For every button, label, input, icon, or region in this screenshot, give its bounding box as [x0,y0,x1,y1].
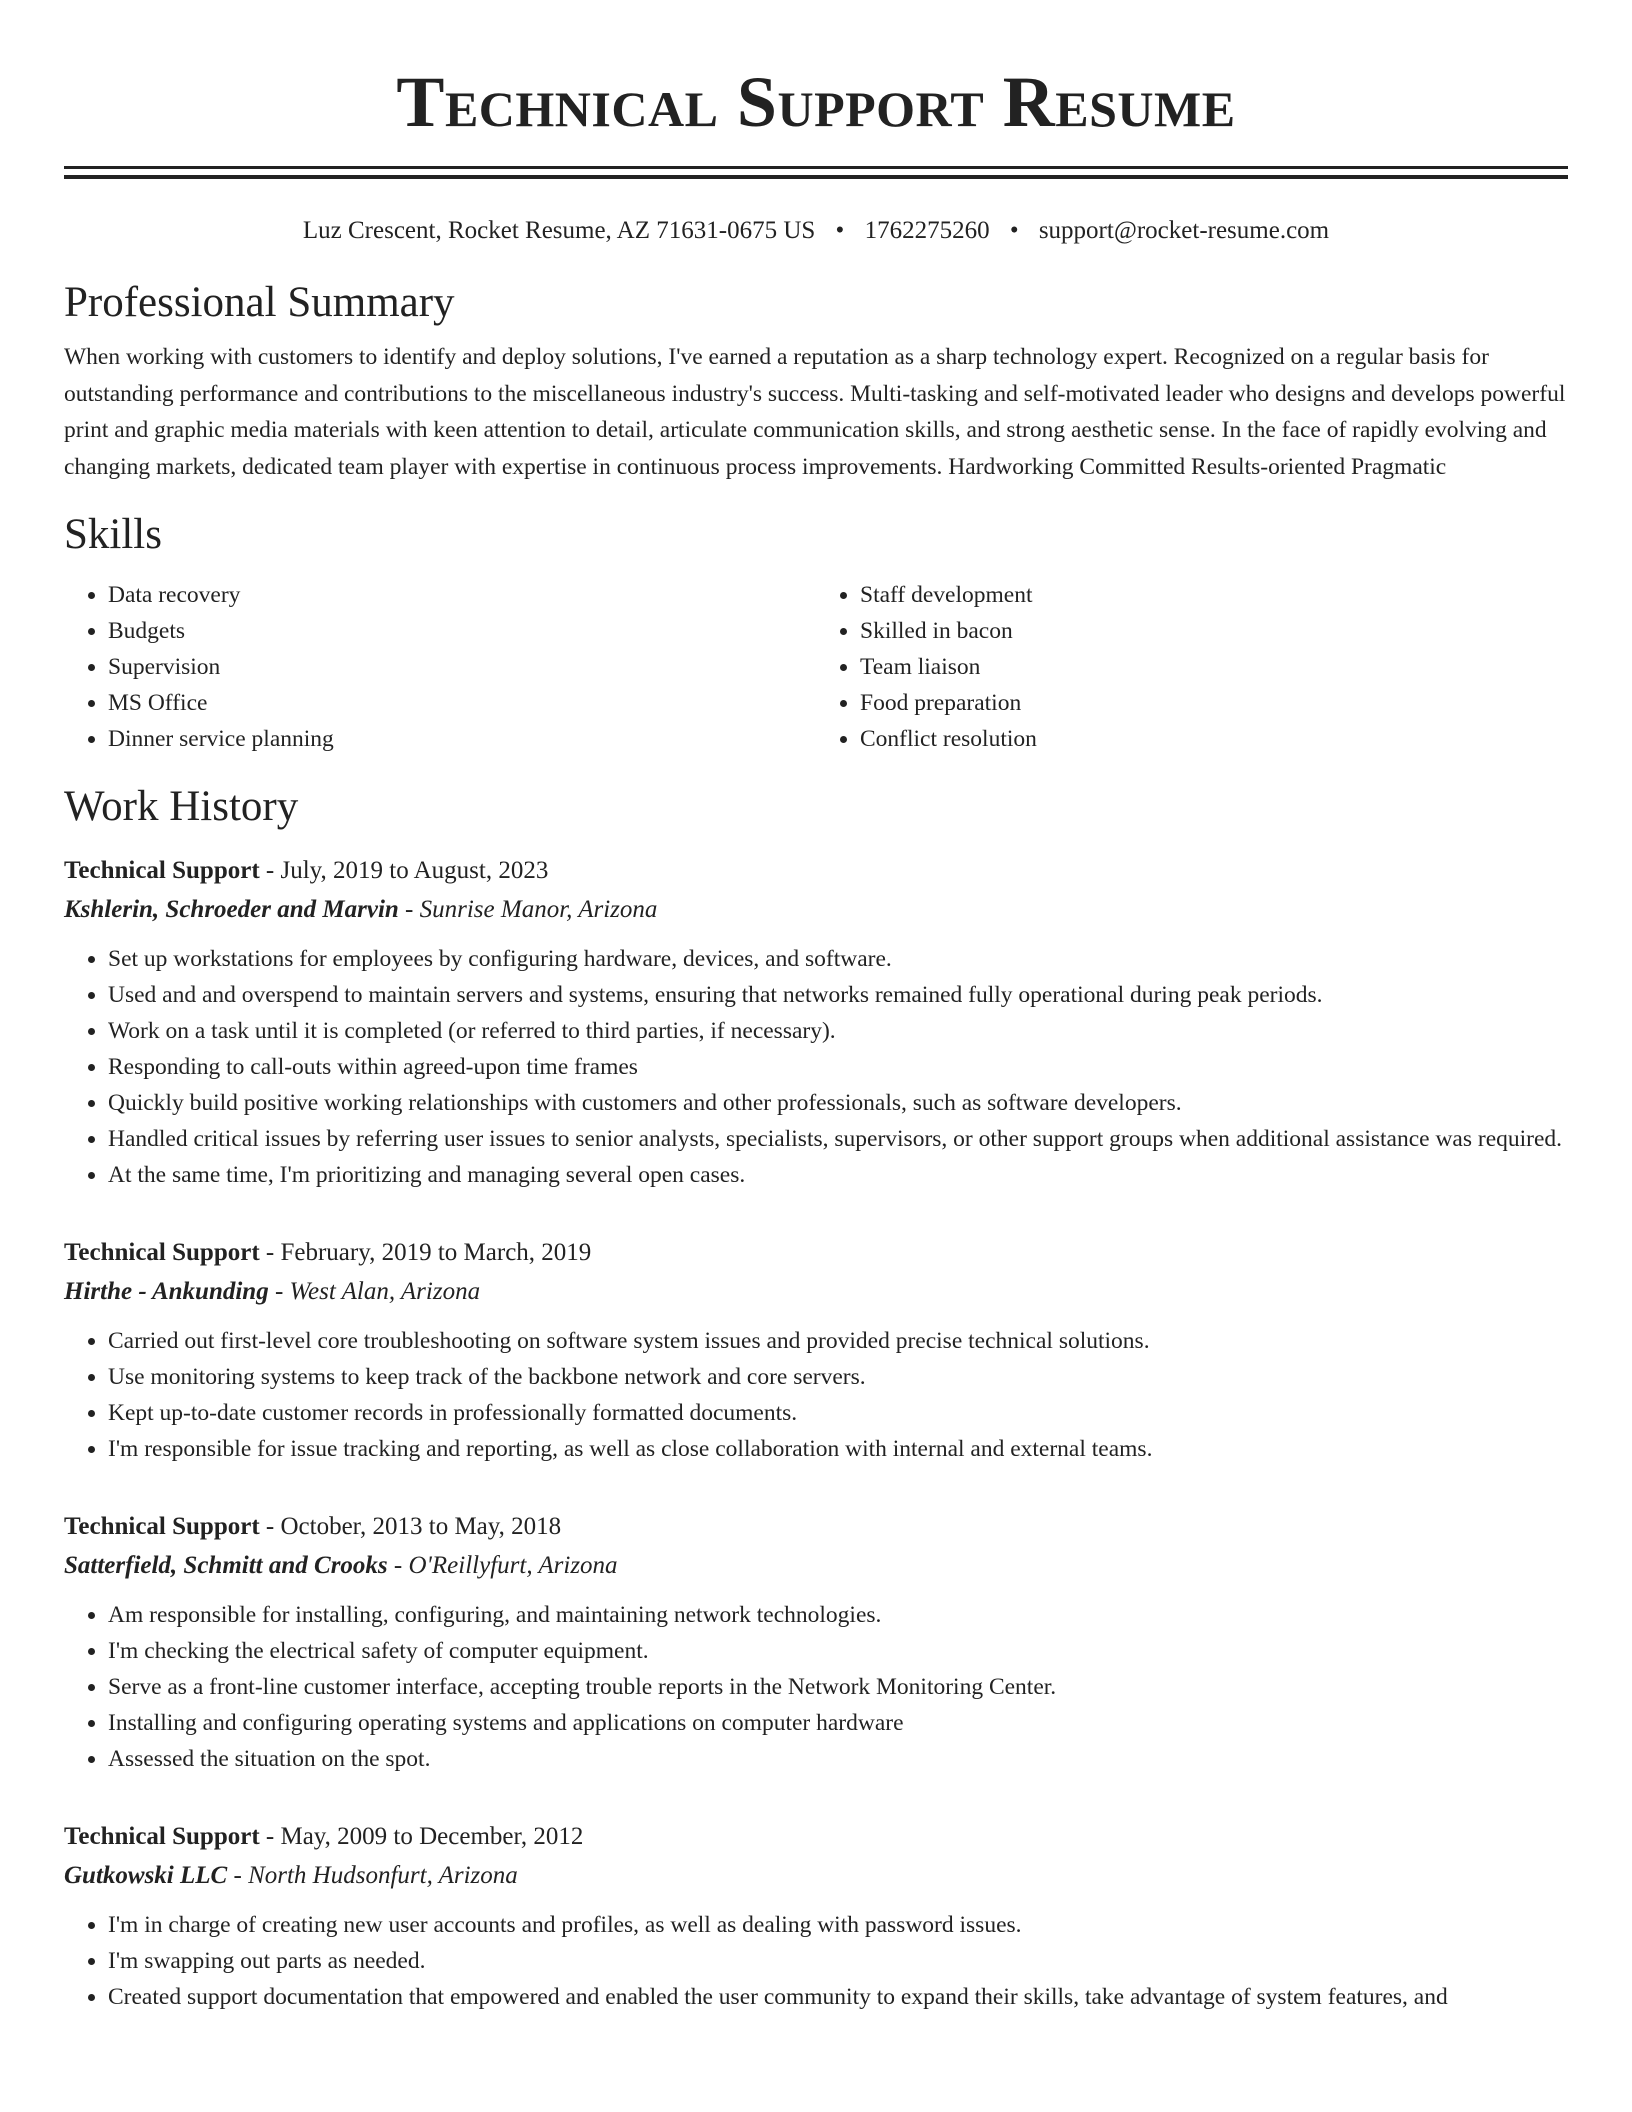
skill-item: • Staff development [860,577,1568,613]
job-dash: - [259,1239,281,1266]
job-bullet: • Work on a task until it is completed (or referred to third parties, if necessary). [108,1013,1568,1049]
job-location: North Hudsonfurt, Arizona [248,1862,518,1889]
contact-separator: • [835,217,845,244]
job-bullets [64,1597,1568,1777]
job-bullet: • I'm checking the electrical safety of computer equipment. [108,1633,1568,1669]
job-bullet: • Quickly build positive working relationships with customers and other professionals, such as software developers. [108,1085,1568,1121]
job-bullet: • Set up workstations for employees by configuring hardware, devices, and software. [108,941,1568,977]
skill-item: • Data recovery [108,577,816,613]
summary-heading: Professional Summary [64,279,455,326]
summary-text: When working with customers to identify and deploy solutions, I've earned a reputation as a sharp technology expert. Recognized on a regular basis for outstanding performance and contributions to the miscellaneous industry's success. Multi-tasking and self-motivated leader who designs and develops powerful print and graphic media materials with keen attention to detail, articulate communication skills, and strong aesthetic sense. In the face of rapidly evolving and changing markets, dedicated team player with expertise in continuous process improvements. Hardworking Committed Results-oriented Pragmatic [64,344,1566,480]
job-bullet: • Kept up-to-date customer records in professionally formatted documents. [108,1395,1568,1431]
job-company-line [64,1273,1568,1311]
job-dates: May, 2009 to December, 2012 [280,1823,584,1850]
skill-item: • Skilled in bacon [860,613,1568,649]
job-company: Gutkowski LLC [64,1862,228,1889]
job-title-line [64,1817,1568,1857]
job-bullet: • I'm in charge of creating new user accounts and profiles, as well as dealing with password issues. [108,1907,1568,1943]
job-company-line [64,891,1568,929]
job-bullet: • Use monitoring systems to keep track of the backbone network and core servers. [108,1359,1568,1395]
job-title-line [64,1507,1568,1547]
job-dash: - [268,1278,290,1305]
job-role: Technical Support [64,1513,260,1540]
job-location: West Alan, Arizona [289,1278,481,1305]
job-company: Satterfield, Schmitt and Crooks [64,1552,388,1579]
job-bullet: • Used and and overspend to maintain servers and systems, ensuring that networks remained fully operational during peak periods. [108,977,1568,1013]
job-entry [64,1233,1568,1467]
job-bullet: • Handled critical issues by referring user issues to senior analysts, specialists, supervisors, or other support groups when additional assistance was required. [108,1121,1568,1157]
skills-heading: Skills [64,511,162,558]
job-dates: February, 2019 to March, 2019 [280,1239,592,1266]
job-company-line [64,1547,1568,1585]
job-dash: - [387,1552,409,1579]
job-bullet: • Assessed the situation on the spot. [108,1741,1568,1777]
job-company: Kshlerin, Schroeder and Marvin [64,896,399,923]
job-bullet: • Carried out first-level core troubleshooting on software system issues and provided precise technical solutions. [108,1323,1568,1359]
job-bullet: • Am responsible for installing, configuring, and maintaining network technologies. [108,1597,1568,1633]
skill-item: • Budgets [108,613,816,649]
skill-item: • Food preparation [860,685,1568,721]
job-entry [64,1817,1568,2015]
job-location: Sunrise Manor, Arizona [419,896,658,923]
contact-phone: 1762275260 [864,217,990,244]
contact-line [64,215,1568,247]
title-rule-top [64,166,1568,169]
job-bullet: • Installing and configuring operating systems and applications on computer hardware [108,1705,1568,1741]
job-dash: - [259,1513,281,1540]
skills-list [64,577,1568,757]
job-role: Technical Support [64,1823,260,1850]
skill-item: • MS Office [108,685,816,721]
title-rule-bottom [64,175,1568,179]
job-company-line [64,1857,1568,1895]
job-dates: July, 2019 to August, 2023 [280,857,549,884]
job-bullet: • Serve as a front-line customer interface, accepting trouble reports in the Network Monitoring Center. [108,1669,1568,1705]
skill-item: • Supervision [108,649,816,685]
job-bullet: • I'm swapping out parts as needed. [108,1943,1568,1979]
skills-column-left [64,577,816,757]
job-bullet: • Created support documentation that empowered and enabled the user community to expand their skills, take advantage of system features, and [108,1979,1568,2015]
job-dates: October, 2013 to May, 2018 [280,1513,562,1540]
skills-column-right [816,577,1568,757]
skill-item: • Team liaison [860,649,1568,685]
job-location: O'Reillyfurt, Arizona [408,1552,618,1579]
job-dash: - [259,857,281,884]
job-bullets [64,1323,1568,1467]
contact-email: support@rocket-resume.com [1038,217,1330,244]
job-entry [64,1507,1568,1777]
job-entry [64,851,1568,1193]
job-dash: - [259,1823,281,1850]
skill-item: • Conflict resolution [860,721,1568,757]
resume-title: Technical Support Resume [396,62,1236,142]
contact-separator: • [1009,217,1019,244]
job-bullet: • Responding to call-outs within agreed-upon time frames [108,1049,1568,1085]
job-company: Hirthe - Ankunding [64,1278,269,1305]
contact-address: Luz Crescent, Rocket Resume, AZ 71631-0675 US [302,217,816,244]
job-bullet: • At the same time, I'm prioritizing and managing several open cases. [108,1157,1568,1193]
job-title-line [64,1233,1568,1273]
job-role: Technical Support [64,1239,260,1266]
job-bullet: • I'm responsible for issue tracking and reporting, as well as close collaboration with internal and external teams. [108,1431,1568,1467]
skill-item: • Dinner service planning [108,721,816,757]
work-history-heading: Work History [64,783,299,830]
job-dash: - [398,896,420,923]
job-dash: - [227,1862,249,1889]
job-bullets [64,1907,1568,2015]
job-bullets [64,941,1568,1193]
job-title-line [64,851,1568,891]
job-role: Technical Support [64,857,260,884]
